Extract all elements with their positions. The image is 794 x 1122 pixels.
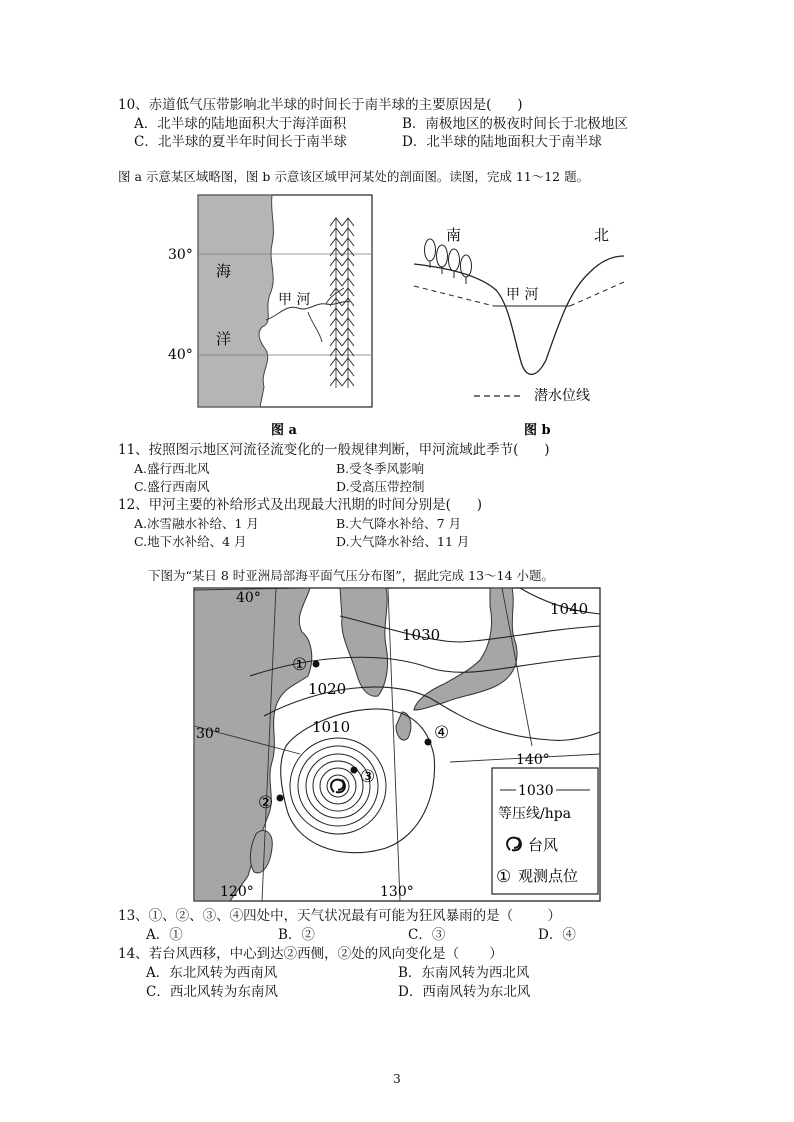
longitude-130-label: 130°: [380, 884, 414, 900]
q11-option-c[interactable]: C.盛行西南风: [134, 479, 210, 494]
q12-option-a[interactable]: A.冰雪融水补给、1 月: [134, 516, 259, 531]
observation-point-1-label: ①: [292, 655, 308, 675]
map-legend: [492, 768, 598, 894]
longitude-120-label: 120°: [220, 884, 254, 900]
legend-isobar-value: 1030: [518, 783, 554, 799]
isobar-1020-label: 1020: [308, 680, 347, 698]
figure-b-caption: 图 b: [524, 423, 551, 438]
isobar-1010-label: 1010: [312, 718, 351, 736]
forest-icon: [425, 239, 472, 284]
q10-option-d[interactable]: D．北半球的陆地面积大于南半球: [402, 134, 602, 150]
river-jia-profile-label: 甲 河: [506, 287, 539, 303]
observation-point-4-dot: [425, 739, 432, 746]
page-number: 3: [393, 1072, 401, 1086]
north-label: 北: [594, 226, 610, 244]
q14-option-a[interactable]: A．东北风转为西南风: [146, 965, 278, 981]
ocean-label-2: 洋: [216, 330, 232, 348]
latitude-40-label: 40°: [168, 347, 193, 363]
legend-isobar-label: 等压线/hpa: [498, 806, 572, 822]
observation-point-2-dot: [277, 795, 284, 802]
observation-point-3-label: ③: [360, 767, 376, 787]
intro-13-14: 下图为“某日 8 时亚洲局部海平面气压分布图”，据此完成 13～14 小题。: [148, 568, 554, 583]
q14-option-d[interactable]: D．西南风转为东北风: [398, 984, 531, 1000]
water-table-legend: 潜水位线: [534, 388, 590, 404]
legend-point-number: ①: [496, 867, 512, 887]
q12-option-c[interactable]: C.地下水补给、4 月: [134, 534, 247, 549]
latitude-30-label: 30°: [196, 726, 221, 742]
q13-option-c[interactable]: C．③: [408, 927, 446, 943]
q13-option-b[interactable]: B．②: [278, 927, 315, 943]
sea-level-pressure-map: [190, 586, 604, 904]
figure-a-map: [160, 192, 400, 442]
intro-11-12: 图 a 示意某区域略图，图 b 示意该区域甲河某处的剖面图。读图，完成 11～12 题。: [118, 169, 590, 184]
isobar-1040-label: 1040: [550, 600, 589, 618]
south-label: 南: [446, 226, 462, 244]
q14-stem: 14、若台风西移，中心到达②西侧，②处的风向变化是（ ）: [118, 946, 503, 962]
observation-point-1-dot: [313, 661, 320, 668]
q10-option-b[interactable]: B．南极地区的极夜时间长于北极地区: [402, 116, 628, 132]
q11-option-d[interactable]: D.受高压带控制: [336, 479, 425, 494]
q14-option-b[interactable]: B．东南风转为西北风: [398, 965, 530, 981]
q14-option-c[interactable]: C．西北风转为东南风: [146, 984, 278, 1000]
figure-a-caption: 图 a: [271, 423, 297, 438]
latitude-30-label: 30°: [168, 247, 193, 263]
figure-b-profile: [410, 220, 630, 442]
isobar-1030-label: 1030: [402, 626, 441, 644]
q12-option-d[interactable]: D.大气降水补给、11 月: [336, 534, 470, 549]
q11-option-a[interactable]: A.盛行西北风: [134, 461, 210, 476]
latitude-40-label: 40°: [236, 590, 261, 606]
legend-typhoon-label: 台风: [528, 836, 559, 854]
observation-point-2-label: ②: [258, 793, 274, 813]
q12-option-b[interactable]: B.大气降水补给、7 月: [336, 516, 462, 531]
longitude-140-label: 140°: [516, 752, 550, 768]
q10-stem: 10、赤道低气压带影响北半球的时间长于南半球的主要原因是( ): [118, 97, 523, 113]
q13-option-d[interactable]: D．④: [538, 927, 576, 943]
q13-option-a[interactable]: A．①: [146, 927, 183, 943]
observation-point-4-label: ④: [434, 723, 450, 743]
q10-option-c[interactable]: C．北半球的夏半年时间长于南半球: [134, 134, 347, 150]
q10-option-a[interactable]: A．北半球的陆地面积大于海洋面积: [134, 116, 347, 132]
ocean-label-1: 海: [216, 262, 232, 280]
q12-stem: 12、甲河主要的补给形式及出现最大汛期的时间分别是( ): [118, 497, 482, 513]
q11-stem: 11、按照图示地区河流径流变化的一般规律判断，甲河流域此季节( ): [118, 442, 550, 458]
river-jia-label: 甲 河: [278, 292, 311, 308]
observation-point-3-dot: [351, 767, 358, 774]
q13-stem: 13、①、②、③、④四处中，天气状况最有可能为狂风暴雨的是（ ）: [118, 908, 562, 924]
legend-point-label: 观测点位: [518, 867, 579, 885]
q11-option-b[interactable]: B.受冬季风影响: [336, 461, 425, 476]
